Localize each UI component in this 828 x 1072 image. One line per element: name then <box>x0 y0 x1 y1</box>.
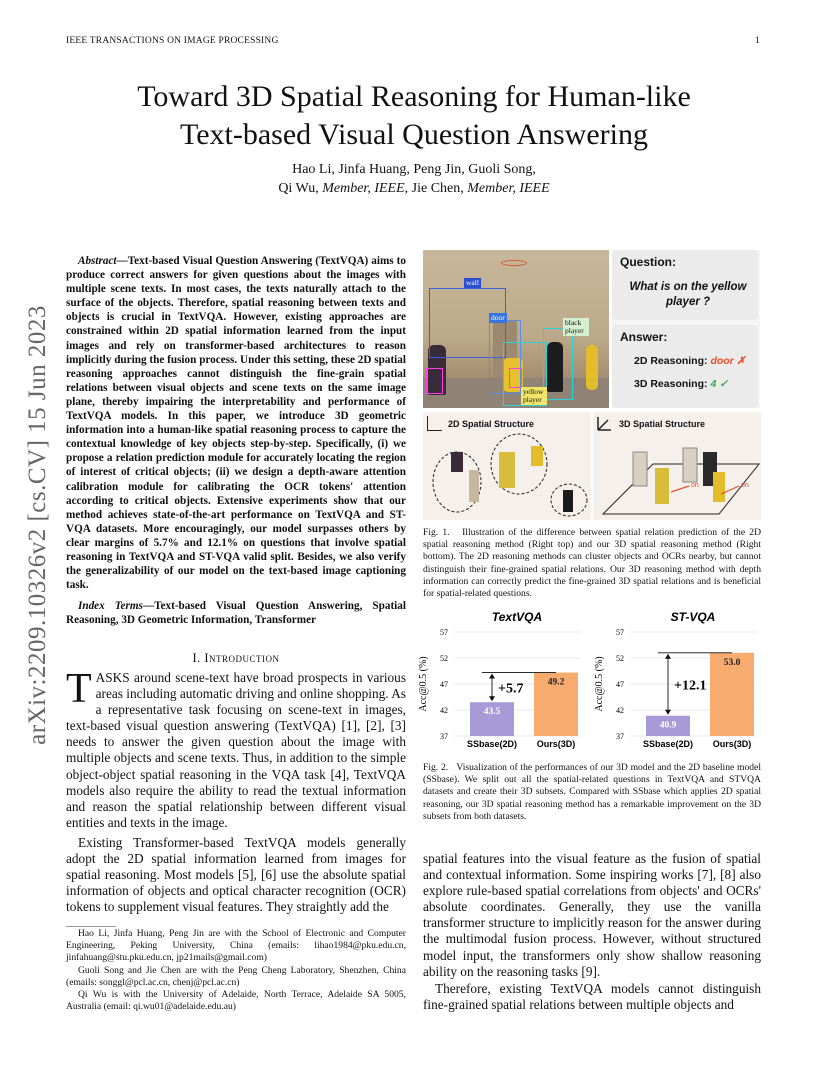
qa-panel <box>612 250 760 408</box>
bar-value-label: 53.0 <box>723 657 741 668</box>
x-tick-label: SSbase(2D) <box>466 739 518 749</box>
basketball-photo: wall door black player yellow player <box>423 250 609 408</box>
x-tick-label: SSbase(2D) <box>642 739 694 749</box>
figure-1 <box>423 250 761 520</box>
y-tick-label: 47 <box>616 680 624 689</box>
arxiv-stamp: arXiv:2209.10326v2 [cs.CV] 15 Jun 2023 <box>24 305 51 745</box>
page-number: 1 <box>755 36 760 46</box>
y-tick-label: 47 <box>440 680 448 689</box>
arrow-head-down <box>665 710 671 715</box>
y-tick-label: 42 <box>616 706 624 715</box>
intro-paragraph-1: TASKS around scene-text have broad prospects in various areas including automatic driving and online shopping. As a representative task focusing on scene-text in images, text-based visual question answering (TextVQA) [1], [2], [3] needs to answer the given question about the image with multiple objects and scene texts. Thus, in addition to the simple object-object spatial reasoning in the VQA task [4], TextVQA models also require the ability to read the textual information and reason the spatial relationship between different visual entities and texts in the image. <box>66 666 406 830</box>
footnote-rule <box>66 926 116 927</box>
answer-label: Answer: <box>620 330 668 344</box>
abstract: Abstract—Text-based Visual Question Answering (TextVQA) aims to produce correct answers for given questions about the images with multiple scene texts. In most cases, the texts naturally attach to the surface of the objects. Therefore, spatial reasoning between texts and objects is crucial in TextVQA. However, existing approaches are constrained within 2D spatial information learned from the input images and rely on transformer-based architectures to reason implicitly during the fusion process. Under this setting, these 2D spatial reasoning approaches cannot distinguish the fine-grain spatial relations between visual objects and scene texts on the same image plane, thereby impairing the interpretability and performance of TextVQA models. In this paper, we introduce 3D geometric information into a human-like spatial reasoning process to capture the contextual knowledge of key objects step-by-step. Specifically, (i) we propose a relation prediction module for accurately locating the region of interest of critical objects; (ii) we design a depth-aware attention calibration module for calibrating the OCR tokens' attention according to critical objects. Extensive experiments show that our method achieves state-of-the-art performance on TextVQA and ST-VQA datasets. More encouragingly, our model surpasses others by clear margins of 5.7% and 12.1% on questions that involve spatial reasoning in TextVQA and ST-VQA valid split. Besides, we also verify the generalizability of our model on the text-based image captioning task. <box>66 255 406 592</box>
y-tick-label: 52 <box>616 654 624 663</box>
x-tick-label: Ours(3D) <box>536 739 576 749</box>
on-label-2: on <box>741 482 749 489</box>
panel-3d-structure: 3D Spatial Structure on on <box>593 412 761 520</box>
y-tick-label: 37 <box>616 732 624 741</box>
answer-3d: 3D Reasoning: 4 ✓ <box>634 378 728 390</box>
author-list: Hao Li, Jinfa Huang, Peng Jin, Guoli Song, Qi Wu, Member, IEEE, Jie Chen, Member, IEEE <box>278 162 550 196</box>
bar-value-label: 40.9 <box>659 720 677 731</box>
intro-paragraph-2: Existing Transformer-based TextVQA models generally adopt the 2D spatial information learned from images for spatial reasoning. Most models [5], [6] use the absolute spatial information of objects and optical character recognition (OCR) tokens to supplement visual features. They straightly add the <box>66 835 406 915</box>
2d-cluster-diagram <box>423 412 591 520</box>
question-label: Question: <box>620 255 676 269</box>
bar-value-label: 43.5 <box>483 707 501 718</box>
arrow-head-up <box>489 674 495 679</box>
question-text: What is on the yellow player ? <box>629 281 747 308</box>
on-label-1: on <box>691 482 699 489</box>
chart-title: TextVQA <box>491 610 543 624</box>
intro-paragraph-2-cont: spatial features into the visual feature as the fusion of spatial and contextual information. Some inspiring works [7], [8] also explore rule-based spatial correlations from objects' and OCRs' absolute coordinates. Generally, they use the vanilla transformer structure to implicitly reason for the answer during the multimodal fusion process. However, without structured model input, the transformers only show shallow reasoning ability on the reasoning tasks [9]. <box>423 851 761 979</box>
panel-2d-structure: 2D Spatial Structure <box>423 412 591 520</box>
arrow-head-up <box>665 654 671 659</box>
y-tick-label: 37 <box>440 732 448 741</box>
paper-title: Toward 3D Spatial Reasoning for Human-like Text-based Visual Question Answering <box>137 80 691 151</box>
x-tick-label: Ours(3D) <box>712 739 752 749</box>
answer-2d: 2D Reasoning: door ✗ <box>634 355 746 367</box>
footnotes: Hao Li, Jinfa Huang, Peng Jin are with the School of Electronic and Computer Engineering, Peking University, China (emails: lihao1984@pku.edu.cn, jinfahuang@stu.pku.edu.cn, jp21mails@gmail.com) Guoli Song and Jie Chen are with the Peng Cheng Laboratory, Shenzhen, China (emails: songgl@pcl.ac.cn, chenj@pcl.ac.cn) Qi Wu is with the University of Adelaide, North Terrace, Adelaide SA 5005, Australia (email: qi.wu01@adelaide.edu.au) <box>66 928 406 1013</box>
journal-header: IEEE TRANSACTIONS ON IMAGE PROCESSING <box>66 36 279 46</box>
index-terms: Index Terms—Text-based Visual Question Answering, Spatial Reasoning, 3D Geometric Information, Transformer <box>66 600 406 627</box>
improvement-label: +5.7 <box>498 681 524 697</box>
figure-1-caption: Fig. 1. Illustration of the difference between spatial relation prediction of the 2D spatial reasoning method (Right top) and our 3D spatial reasoning method (Right bottom). The 2D reasoning methods can cluster objects and OCRs nearby, but cannot distinguish their fine-grained spatial relations. Our 3D reasoning method with depth information can correctly predict the fine-grained 3D spatial relations and is beneficial for spatial-related questions. <box>423 527 762 600</box>
y-axis-label: Acc@0.5 (%) <box>594 656 605 712</box>
bar-value-label: 49.2 <box>547 677 565 688</box>
y-tick-label: 52 <box>440 654 448 663</box>
improvement-label: +12.1 <box>674 678 707 694</box>
figure-2-caption: Fig. 2. Visualization of the performances of our 3D model and the 2D baseline model (SSbase). We split out all the spatial-related questions in TextVQA and STVQA datasets and create their 3D subsets. Compared with SSbase which applies 2D spatial reasoning, our 3D spatial reasoning method has a remarkable improvement on the 3D subsets from both datasets. <box>423 762 761 822</box>
section-heading: I. Introduction <box>192 651 280 665</box>
y-tick-label: 57 <box>440 628 448 637</box>
arrow-head-down <box>489 696 495 701</box>
y-axis-label: Acc@0.5 (%) <box>418 656 429 712</box>
intro-paragraph-3: Therefore, existing TextVQA models cannot distinguish fine-grained spatial relations between multiple objects and <box>423 981 761 1013</box>
chart-title: ST-VQA <box>670 610 716 624</box>
figure-2-charts <box>418 606 766 754</box>
y-tick-label: 42 <box>440 706 448 715</box>
y-tick-label: 57 <box>616 628 624 637</box>
